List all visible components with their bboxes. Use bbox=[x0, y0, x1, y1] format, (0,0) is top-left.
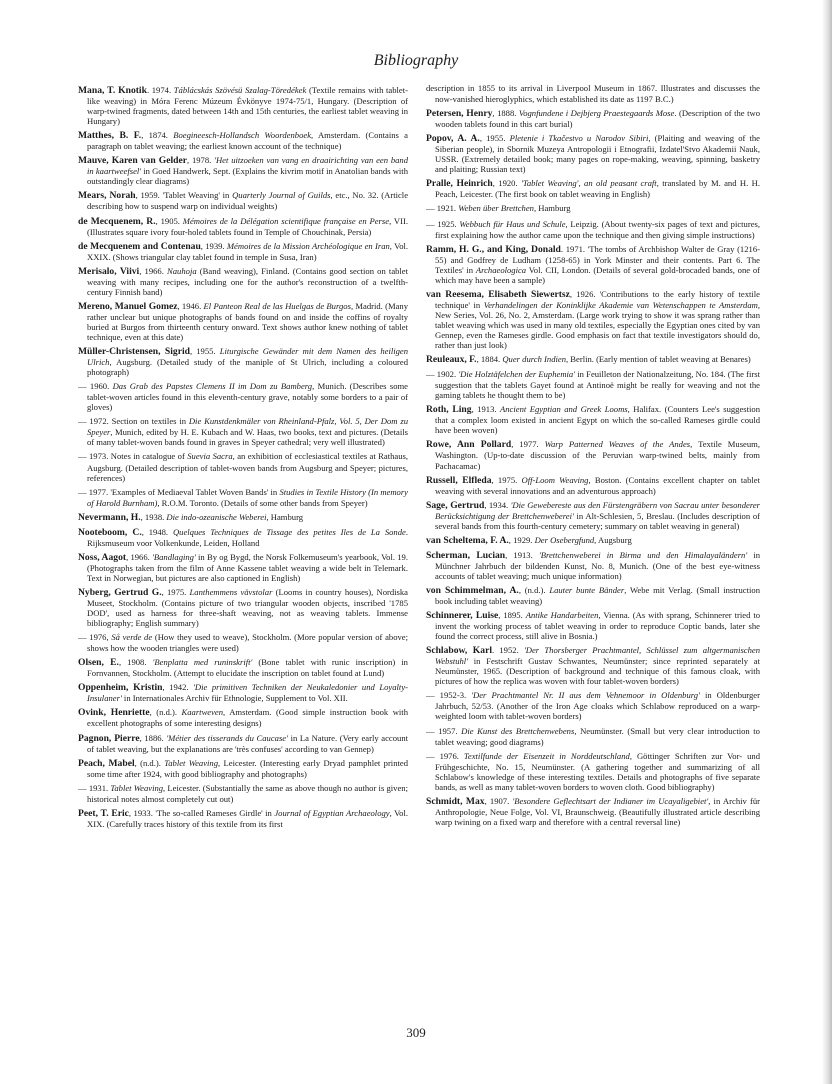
entry-text: , Neumünster. (Small but very clear introduction to tablet weaving; good diagrams) bbox=[435, 725, 760, 747]
entry-title: El Panteon Real de las Huelgas de Burgos bbox=[203, 300, 351, 311]
entry-title: 'Der Prachtmantel Nr. II aus dem Vehnemoor in Oldenburg' bbox=[471, 690, 700, 701]
entry-text: , 1874. bbox=[141, 130, 174, 141]
entry-text: , 1977. bbox=[511, 439, 545, 450]
entry-text: , 1975. bbox=[161, 586, 190, 597]
entry-author: Merisalo, Viivi bbox=[78, 265, 140, 277]
bibliography-entry bbox=[426, 645, 760, 686]
bibliography-entry bbox=[78, 346, 408, 377]
entry-author: Nooteboom, C. bbox=[78, 526, 142, 538]
entry-title: Weben über Brettchen bbox=[458, 203, 534, 214]
bibliography-entry bbox=[426, 610, 760, 641]
entry-text: , Munich. (Describes some tablet-woven articles found in this eleventh-century grave, notably some borders to a pair of gloves) bbox=[87, 381, 408, 413]
entry-text: in Festschrift Gustav Schwantes, Neumünster; since reprinted separately at Neumünster, 1965. (Description of background and technique of this famous cloak, with pictures of how the replica was woven with four tablet-woven borders) bbox=[435, 656, 760, 687]
entry-title: Liturgische Gewänder mit dem Namen des heiligen Ulrich bbox=[87, 346, 408, 368]
entry-author: von Schimmelman, A. bbox=[426, 584, 519, 596]
entry-text: , 1920. bbox=[492, 178, 521, 189]
bibliography-entry bbox=[78, 487, 408, 508]
bibliography-entry bbox=[426, 500, 760, 531]
entry-author: Mears, Norah bbox=[78, 190, 136, 202]
entry-title: Mémoires de la Mission Archéologique en Iran bbox=[226, 240, 390, 251]
entry-title: Lauter bunte Bänder bbox=[549, 584, 625, 595]
entry-author: Scherman, Lucian bbox=[426, 549, 506, 561]
page-number: 309 bbox=[406, 1025, 426, 1040]
entry-text: — 1931. bbox=[78, 782, 111, 793]
entry-text: , Boston. (Contains excellent chapter on tablet weaving with several innovations and an adventurous approach) bbox=[435, 474, 760, 496]
bibliography-entry bbox=[426, 535, 760, 546]
entry-author: Nyberg, Gertrud G. bbox=[78, 586, 162, 598]
entry-author: Oppenheim, Kristin bbox=[78, 682, 163, 694]
entry-text: , 1895. bbox=[498, 610, 526, 621]
bibliography-entry bbox=[426, 369, 760, 400]
right-column bbox=[426, 85, 760, 1020]
entry-title: Verhandelingen der Koninklijke Akademie van Wetenschappen te Amsterdam bbox=[483, 299, 758, 310]
entry-text: — 1977. 'Examples of Mediaeval Tablet Woven Bands' in bbox=[78, 486, 280, 497]
entry-title: Warp Patterned Weaves of the Andes bbox=[544, 439, 691, 450]
entry-text: , 1978. bbox=[186, 155, 215, 166]
entry-title: 'Bandlaging' bbox=[152, 551, 196, 562]
entry-text: . Rijksmuseum voor Volkenkunde, Leiden, Holland bbox=[87, 526, 408, 548]
entry-text: in Feuilleton der Nationalzeitung, No. 184. (The first suggestion that the tablets Gayet found at Antinoë might be really for weaving and not the gaming tablets he thought them to be) bbox=[435, 369, 760, 401]
entry-title: Webbuch für Haus und Schule bbox=[459, 218, 566, 229]
entry-text: — 1902. bbox=[426, 369, 459, 380]
bibliography-entry bbox=[426, 726, 760, 747]
entry-author: Schlabow, Karl bbox=[426, 645, 492, 657]
entry-author: Peach, Mabel bbox=[78, 757, 135, 769]
entry-title: Táblácskás Szövésü Szalag-Töredékek bbox=[173, 85, 307, 95]
entry-author: Olsen, E. bbox=[78, 657, 119, 669]
bibliography-entry bbox=[426, 796, 760, 827]
entry-text: , R.O.M. Toronto. (Details of some other bands from Speyer) bbox=[157, 497, 368, 508]
entry-author: Peet, T. Eric bbox=[78, 807, 129, 819]
entry-text: , 1934. bbox=[484, 499, 511, 510]
entry-author: Pagnon, Pierre bbox=[78, 732, 140, 744]
bibliography-entry bbox=[78, 657, 408, 678]
entry-text: , 1966. bbox=[126, 551, 153, 562]
entry-author: Mereno, Manuel Gomez bbox=[78, 300, 178, 312]
bibliography-entry bbox=[426, 439, 760, 470]
entry-title: 'Het uitzoeken van vang en draairichting van een band in kaartweefsel' bbox=[87, 155, 408, 177]
bibliography-entry bbox=[426, 244, 760, 285]
bibliography-entry bbox=[426, 475, 760, 496]
entry-title: 'Métier des tisserands du Caucase' bbox=[166, 732, 288, 743]
bibliography-entry bbox=[426, 585, 760, 606]
entry-text: (Textile remains with tablet-like weaving) in Móra Ferenc Múzeum Évkönyve 1974-75/1, Hungary. (Description of warp-twined fragments, dated between 14th and 15th centuries, the earliest tablet weaving in Hungary) bbox=[87, 85, 408, 127]
bibliography-entry bbox=[78, 512, 408, 523]
entry-author: Schmidt, Max bbox=[426, 795, 485, 807]
entry-text: — 1972. Section on textiles in bbox=[78, 416, 189, 427]
entry-text: (How they used to weave), Stockholm. (More popular version of above; shows how the wooden triangles were used) bbox=[87, 632, 408, 654]
entry-text: , 1955. bbox=[189, 346, 220, 357]
entry-text: in Münchner Jahrbuch der bildenden Kunst, No. 8, Munich. (One of the best eye-witness accounts of tablet weaving; much unique information) bbox=[435, 549, 760, 581]
bibliography-entry bbox=[426, 133, 760, 174]
entry-text: , Augsburg bbox=[594, 534, 632, 545]
entry-text: , 1942. bbox=[162, 682, 194, 693]
bibliography-entry bbox=[78, 451, 408, 482]
entry-text: , Leicester. (Interesting early Dryad pamphlet printed some time after 1924, with good bibliography and photographs) bbox=[87, 757, 408, 779]
entry-text: . 1952. bbox=[492, 645, 524, 656]
entry-text: , 1948. bbox=[141, 526, 173, 537]
entry-text: (Looms in country houses), Nordiska Museet, Stockholm. (Contains picture of two triangular wooden objects, inscribed '1785 DOD', used as harness for three-shaft weaving, not as weaving tablets. Immense bibliography; English summary) bbox=[87, 586, 408, 629]
entry-title: Vognfundene i Dejbjerg Praestegaards Mose bbox=[518, 108, 675, 119]
entry-text: , (n.d.). bbox=[134, 757, 165, 768]
entry-title: Suevia Sacra bbox=[187, 451, 233, 462]
entry-title: Off-Loom Weaving bbox=[521, 474, 589, 485]
entry-title: Nauhoja bbox=[167, 265, 197, 276]
entry-author: de Mecquenem and Contenau bbox=[78, 240, 201, 252]
page-edge-shadow bbox=[822, 0, 832, 1084]
entry-author: Petersen, Henry bbox=[426, 108, 493, 120]
entry-text: , translated by M. and H. H. Peach, Leicester. (The first book on tablet weaving in English) bbox=[435, 178, 760, 200]
entry-author: Roth, Ling bbox=[426, 404, 472, 416]
entry-text: , Vol. XIX. (Carefully traces history of this textile from its first bbox=[87, 807, 408, 829]
entry-title: 'Die Holztäfelchen der Euphemia' bbox=[458, 369, 576, 380]
entry-author: Müller-Christensen, Sigrid bbox=[78, 346, 190, 358]
entry-author: Nevermann, H. bbox=[78, 511, 141, 523]
entry-text: , Göttinger Schriften zur Vor- und Frühgeschichte, No. 15, Neumünster. (A gathering together and summarizing of all Schlabow's knowledge of these interesting textiles. Details and photographs of five separate bands, as well as many tablet-woven borders to woven cloth. Good bibliography) bbox=[435, 750, 760, 792]
entry-title: 'Die Gewebereste aus den Fürstengräbern von Sacrau unter besonderer Berücksichtigung der Brettchenweberei' bbox=[435, 499, 760, 521]
bibliography-entry bbox=[78, 130, 408, 151]
bibliography-entry bbox=[426, 550, 760, 581]
entry-text: , (Plaiting and weaving of the Siberian people), in Sbornik Muzeya Antropologii i Etnografii, Izdatel'Stvo Akademii Nauk, USSR. (Extremely detailed book; many pages on rope-making, weaving, spinning, basketry and plaiting; Russian text) bbox=[435, 133, 760, 175]
entry-title: Studies in Textile History (In memory of Harold Burnham) bbox=[87, 486, 408, 508]
page-heading: Bibliography bbox=[373, 52, 459, 69]
entry-title: Boegineesch-Hollandsch Woordenboek bbox=[173, 130, 312, 141]
entry-author: Popov, A. A. bbox=[426, 133, 480, 145]
entry-author: Mauve, Karen van Gelder bbox=[78, 155, 187, 167]
entry-title: Ancient Egyptian and Greek Looms bbox=[500, 404, 628, 415]
entry-text: — 1952-3. bbox=[426, 690, 472, 701]
bibliography-entry bbox=[78, 155, 408, 186]
entry-text: — 1973. Notes in catalogue of bbox=[78, 451, 188, 462]
entry-text: , etc., No. 32. (Article describing how to suspend warp on individual weights) bbox=[87, 190, 408, 212]
entry-text: , Leicester. (Substantially the same as above though no author is given; historical notes almost completely cut out) bbox=[87, 782, 408, 804]
bibliography-entry bbox=[78, 552, 408, 583]
entry-text: . 1971. 'The tombs of Archbishop Walter de Gray (1216-55) and Godfrey de Ludham (1258-65) in York Minster and their contents. Part 6. The Textiles' in bbox=[435, 243, 760, 275]
entry-text: , 1926. 'Contributions to the early history of textile technique' in bbox=[435, 288, 760, 310]
bibliography-entry bbox=[78, 416, 408, 447]
bibliography-entry bbox=[78, 682, 408, 703]
bibliography-entry bbox=[426, 108, 760, 129]
entry-text: — 1957. bbox=[426, 725, 462, 736]
entry-title: Så verde de bbox=[111, 632, 153, 643]
bibliography-entry bbox=[426, 354, 760, 365]
entry-text: , Munich, edited by H. E. Kubach and W. Haas, two books, text and pictures. (Details of many tablet-woven bands found in graves in Speyer cathedral; very well illustrated) bbox=[87, 427, 408, 448]
bibliography-entry bbox=[78, 707, 408, 728]
entry-text: , 1966. bbox=[139, 265, 168, 276]
entry-text: , 1905. bbox=[155, 215, 183, 226]
bibliography-entry bbox=[78, 808, 408, 829]
entry-text: , in Archiv für Anthropologie, Neue Folge, Vol. VI, Braunschweig. (Beautifully illustrated article describing warp twining on a fixed warp and therefore with a central reversal line) bbox=[435, 795, 760, 827]
entry-title: Quer durch Indien bbox=[502, 354, 566, 365]
entry-text: , Vol. XXIX. (Shows triangular clay tablet found in temple in Susa, Iran) bbox=[87, 240, 408, 262]
bibliography-entry bbox=[426, 85, 760, 104]
entry-text: in Alt-Schlesien, 5, Breslau. (Includes description of several bands from this fourth-century cemetery; summary on tablet weaving in general) bbox=[435, 510, 760, 531]
entry-title: Mémoires de la Délégation scientifique française en Perse bbox=[182, 215, 390, 226]
bibliography-entry bbox=[78, 587, 408, 628]
bibliography-entry bbox=[78, 190, 408, 211]
bibliography-entry bbox=[78, 527, 408, 548]
bibliography-entry bbox=[78, 216, 408, 237]
entry-text: in Internationales Archiv für Ethnologie, Supplement to Vol. XII. bbox=[121, 693, 348, 704]
entry-text: — 1976, bbox=[78, 632, 112, 643]
entry-title: Kaartweven bbox=[181, 707, 224, 718]
entry-text: , 1939. bbox=[200, 240, 227, 251]
entry-text: , Hamburg bbox=[533, 203, 571, 214]
left-column bbox=[78, 85, 408, 1020]
entry-text: (Band weaving), Finland. (Contains good section on tablet weaving with many recipes, including one for the author's reconstruction of a twelfth-century Finnish band) bbox=[87, 265, 408, 297]
entry-text: , 1913. bbox=[471, 404, 500, 415]
entry-title: 'Besondere Geflechtsart der Indianer im Ucayaligebiet' bbox=[512, 795, 709, 806]
bibliography-entry bbox=[426, 690, 760, 721]
entry-text: , 1938. bbox=[140, 511, 167, 522]
entry-text: description in 1855 to its arrival in Liverpool Museum in 1867. Illustrates and discusses the now-vanished hieroglyphics, which established its date as 1197 B.C.) bbox=[426, 85, 760, 105]
entry-title: Pletenie i Tkačestvo u Narodov Sibiri bbox=[509, 133, 649, 144]
entry-text: , Webe mit Verlag. (Small instruction book including tablet weaving) bbox=[435, 584, 760, 607]
entry-text: , Leipzig. (About twenty-six pages of text and pictures, first explaining how the author came upon the technique and then giving simple instructions) bbox=[435, 218, 760, 240]
entry-text: . (Description of the two wooden tablets found in this cart burial) bbox=[435, 108, 760, 130]
entry-title: Die Kunstdenkmäler von Rheinland-Pfalz, Vol. 5, Der Dom zu Speyer bbox=[87, 416, 408, 438]
entry-text: — 1925. bbox=[426, 218, 460, 229]
entry-title: Tablet Weaving bbox=[164, 757, 219, 768]
entry-text: , 1955. bbox=[479, 133, 510, 144]
entry-title: Quelques Techniques de Tissage des petites Iles de La Sonde bbox=[172, 526, 406, 537]
entry-text: , 1907. bbox=[484, 795, 513, 806]
entry-text: (Bone tablet with runic inscription) in Fornvannen, Stockholm. (Attempt to elucidate the inscription on tablet found at Lund) bbox=[87, 657, 408, 679]
entry-text: , 1929. bbox=[508, 534, 535, 545]
bibliography-entry bbox=[78, 632, 408, 653]
entry-text: , Textile Museum, Washington. (Up-to-date discussion of the Peruvian warp-twined belts, mainly from Pachacamac) bbox=[435, 439, 760, 471]
entry-title: 'Die primitiven Techniken der Neukaledonier und Loyalty-Insulaner' bbox=[87, 682, 408, 704]
entry-text: , (n.d.). bbox=[518, 584, 550, 595]
bibliography-entry bbox=[426, 203, 760, 214]
bibliography-entry bbox=[78, 381, 408, 412]
entry-text: , 1913. bbox=[505, 549, 539, 560]
entry-title: Journal of Egyptian Archaeology bbox=[274, 807, 390, 818]
entry-title: Lanthemmens vävstolar bbox=[189, 586, 273, 597]
entry-title: Die Kunst des Brettchenwebens bbox=[461, 725, 575, 736]
bibliography-entry bbox=[78, 758, 408, 779]
entry-text: in Oldenburger Jahrbuch, 52/53. (Another of the Iron Age cloaks which Schlabow reproduced on a warp-weighted loom with tablet-woven borders) bbox=[435, 690, 760, 722]
entry-title: 'Tablet Weaving', an old peasant craft bbox=[521, 178, 657, 189]
bibliography-entry bbox=[78, 783, 408, 804]
entry-text: , (n.d.). bbox=[149, 707, 182, 718]
entry-text: in Goed Handwerk, Sept. (Explains the kivrim motif in Anatolian bands with outstandingly clear diagrams) bbox=[87, 166, 408, 187]
entry-text: , Hamburg bbox=[266, 511, 304, 522]
entry-text: , 1908. bbox=[118, 657, 153, 668]
entry-title: Tablet Weaving bbox=[110, 782, 164, 793]
entry-text: , 1884. bbox=[476, 354, 503, 365]
bibliography-entry bbox=[78, 301, 408, 342]
entry-author: Ovink, Henriette bbox=[78, 707, 150, 719]
entry-text: in By og Bygd, the Norsk Folkemuseum's yearbook, Vol. 19. (Photographs taken from the film of Anne Kassene tablet weaving a wide belt in Telemark. Text in Norwegian, but pictures are also captioned in English) bbox=[87, 551, 408, 583]
entry-text: , 1933. 'The so-called Rameses Girdle' in bbox=[128, 807, 275, 818]
entry-author: Sage, Gertrud bbox=[426, 499, 485, 511]
bibliography-entry bbox=[78, 241, 408, 262]
entry-author: van Reesema, Elisabeth Siewertsz bbox=[426, 288, 570, 300]
entry-text: , Augsburg. (Detailed study of the maniple of St Ulrich, including a coloured photograph) bbox=[87, 357, 408, 378]
bibliography-entry bbox=[78, 266, 408, 297]
entry-text: — 1976. bbox=[426, 750, 464, 761]
entry-text: , VII. (Illustrates square ivory four-holed tablets found in Temple of Chouchinak, Persia) bbox=[87, 215, 408, 237]
entry-text: , New Series, Vol. 26, No. 2, Amsterdam. (Large work trying to show it was sprang rather than tablet weaving which was used in many old textiles, especially the Egyptian ones cited by van Gennep, even the Rameses girdle. Good emphasis on fact that textile investigators should do, rather than just look) bbox=[435, 299, 760, 351]
entry-text: , Amsterdam. (Good simple instruction book with excellent photographs of some interesting designs) bbox=[87, 707, 408, 729]
entry-author: Mana, T. Knotik bbox=[78, 85, 147, 96]
entry-title: Antike Handarbeiten bbox=[525, 610, 599, 621]
bibliography-entry bbox=[78, 85, 408, 126]
entry-text: , 1888. bbox=[492, 108, 519, 119]
entry-text: , 1959. 'Tablet Weaving' in bbox=[135, 190, 233, 201]
entry-author: Matthes, B. F. bbox=[78, 130, 142, 142]
entry-text: , an exhibition of ecclesiastical textiles at Rathaus, Augsburg. (Detailed description of tablet-woven bands from Augsburg and Speyer; pictures, references) bbox=[87, 451, 408, 483]
entry-author: Ramm, H. G., and King, Donald bbox=[426, 243, 561, 255]
entry-text: in La Nature. (Very early account of tablet weaving, but the explanations are 'très confuses' according to van Gennep) bbox=[87, 732, 408, 754]
entry-author: Rowe, Ann Pollard bbox=[426, 439, 512, 451]
entry-title: Textilfunde der Eisenzeit in Norddeutschland bbox=[463, 750, 630, 761]
entry-title: 'Brettchenweberei in Birma und den Himalayaländern' bbox=[538, 549, 748, 560]
entry-text: — 1960. bbox=[78, 381, 113, 392]
bibliography-entry bbox=[426, 219, 760, 240]
entry-author: de Mecquenem, R. bbox=[78, 215, 156, 227]
bibliography-entry bbox=[426, 751, 760, 792]
entry-text: Vol. CII, London. (Details of several gold-brocaded bands, one of which may have been a sample) bbox=[435, 264, 760, 285]
bibliography-entry bbox=[426, 289, 760, 350]
entry-author: Pralle, Heinrich bbox=[426, 178, 493, 190]
entry-text: , Vienna. (As with sprang, Schinnerer tried to invent the working process of tablet weaving in order to reproduce Coptic bands, later she found the correct process, still alive in Bosnia.) bbox=[435, 610, 760, 642]
entry-text: , Amsterdam. (Contains a paragraph on tablet weaving; the earliest known account of the technique) bbox=[87, 130, 408, 152]
entry-title: Der Osebergfund bbox=[534, 534, 595, 545]
entry-title: Die indo-ozeanische Weberei bbox=[166, 511, 267, 522]
entry-text: — 1921. bbox=[426, 203, 459, 214]
entry-title: Das Grab des Papstes Clemens II im Dom zu Bamberg bbox=[112, 381, 313, 392]
entry-title: 'Der Thorsberger Prachtmantel, Schlüssel zum altgermanischen Webstuhl' bbox=[435, 645, 760, 667]
entry-author: Schinnerer, Luise bbox=[426, 610, 499, 622]
entry-author: Noss, Aagot bbox=[78, 551, 127, 563]
entry-text: , Halifax. (Counters Lee's suggestion that a complex loom existed in ancient Egypt on which the so-called Rameses girdle could have been woven) bbox=[435, 404, 760, 436]
entry-title: Archaeologica bbox=[475, 264, 527, 275]
entry-author: Reuleaux, F. bbox=[426, 354, 477, 366]
bibliography-entry bbox=[78, 733, 408, 754]
bibliography-entry bbox=[426, 178, 760, 199]
entry-text: , Berlin. (Early mention of tablet weaving at Benares) bbox=[566, 354, 751, 365]
entry-text: . 1974. bbox=[146, 85, 174, 95]
entry-text: , 1886. bbox=[139, 732, 167, 743]
entry-text: , Madrid. (Many rather unclear but unique photographs of bands found on and inside the coffins of royalty buried at Burgos from thirteenth century onward. Text shows author knew nothing of tablet technique, even at this date) bbox=[87, 300, 408, 342]
entry-text: , 1946. bbox=[177, 300, 204, 311]
entry-author: van Scheltema, F. A. bbox=[426, 534, 509, 546]
entry-author: Russell, Elfleda bbox=[426, 474, 492, 486]
bibliography-entry bbox=[426, 404, 760, 435]
entry-text: , 1975. bbox=[491, 474, 522, 485]
entry-title: Quarterly Journal of Guilds bbox=[232, 190, 331, 201]
entry-title: 'Benplatta med runinskrift' bbox=[152, 657, 253, 668]
